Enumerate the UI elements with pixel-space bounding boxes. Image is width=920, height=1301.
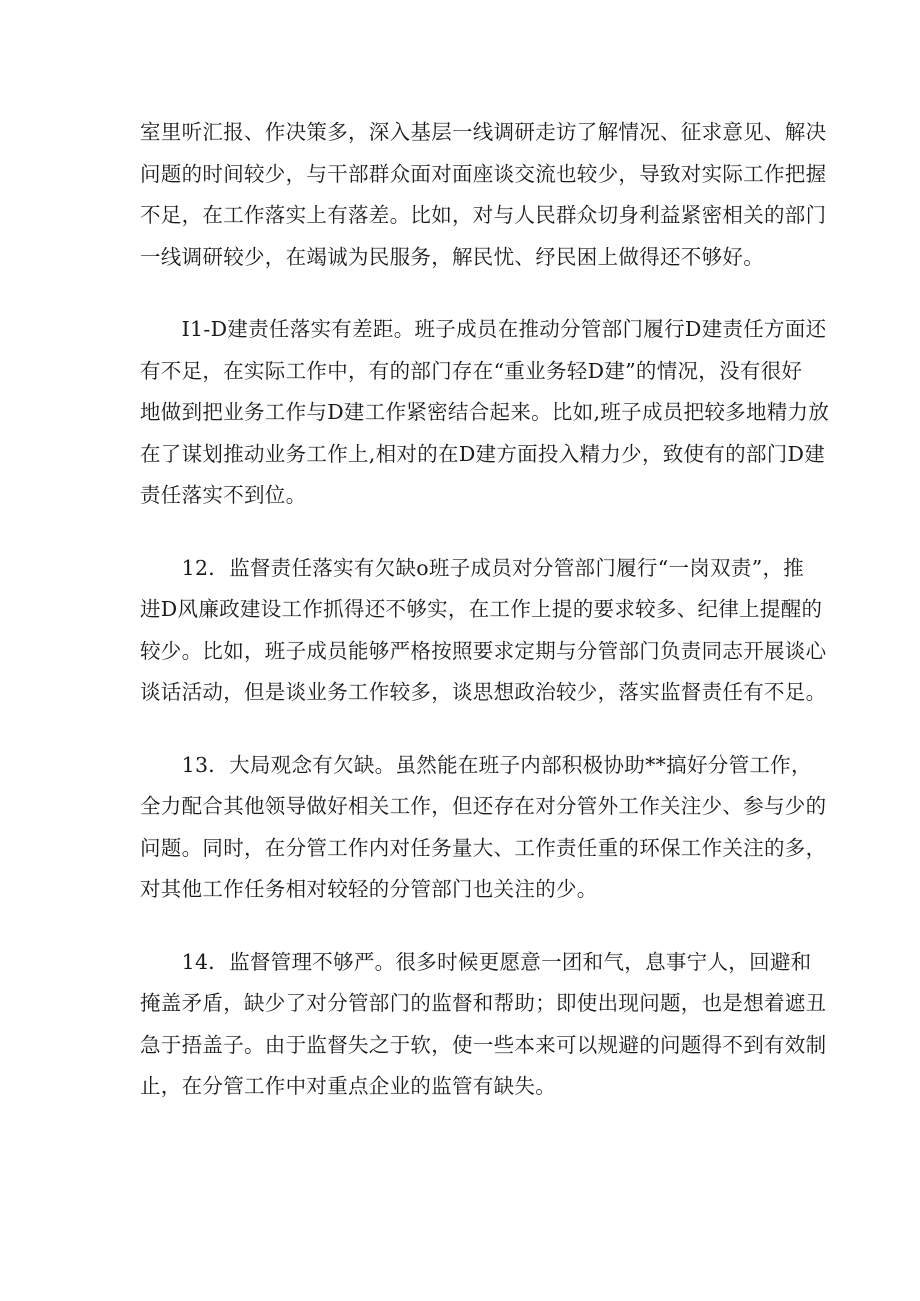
- text-line: 进D风廉政建设工作抓得还不够实，在工作上提的要求较多、纪律上提醒的: [140, 597, 823, 621]
- text-line: 不足，在工作落实上有落差。比如，对与人民群众切身利益紧密相关的部门: [140, 203, 827, 227]
- text-line: 责任落实不到位。: [140, 483, 307, 507]
- text-line: 对其他工作任务相对较轻的分管部门也关注的少。: [140, 877, 598, 901]
- text-line: 地做到把业务工作与D建工作紧密结合起来。比如,班子成员把较多地精力放: [140, 400, 830, 424]
- text-line: 室里听汇报、作决策多，深入基层一线调研走访了解情况、征求意见、解决: [140, 120, 827, 144]
- text-line: 12．监督责任落实有欠缺o班子成员对分管部门履行“一岗双责”，推: [140, 555, 805, 580]
- text-line: 一线调研较少，在竭诚为民服务，解民忧、纾民困上做得还不够好。: [140, 244, 764, 269]
- text-line: 14．监督管理不够严。很多时候更愿意一团和气，息事宁人，回避和: [140, 949, 812, 974]
- text-line: 在了谋划推动业务工作上,相对的在D建方面投入精力少，致使有的部门D建: [140, 441, 826, 466]
- paragraph-item-14: [140, 942, 827, 1108]
- paragraph-item-12: [140, 548, 827, 714]
- text-line: 问题的时间较少，与干部群众面对面座谈交流也较少，导致对实际工作把握: [140, 161, 827, 186]
- paragraph-item-11: [140, 309, 830, 517]
- text-line: 全力配合其他领导做好相关工作，但还存在对分管外工作关注少、参与少的: [140, 794, 827, 818]
- text-line: 掩盖矛盾，缺少了对分管部门的监督和帮助；即使出现问题，也是想着遮丑: [140, 991, 827, 1015]
- text-line: 问题。同时，在分管工作内对任务量大、工作责任重的环保工作关注的多，: [140, 835, 827, 860]
- paragraph-item-13: [140, 745, 827, 911]
- text-line: 较少。比如，班子成员能够严格按照要求定期与分管部门负责同志开展谈心: [140, 638, 827, 663]
- text-line: 止，在分管工作中对重点企业的监管有缺失。: [140, 1074, 556, 1098]
- text-line: I1-D建责任落实有差距。班子成员在推动分管部门履行D建责任方面还: [140, 317, 827, 341]
- text-line: 谈话活动，但是谈业务工作较多，谈思想政治较少，落实监督责任有不足。: [140, 680, 827, 704]
- text-line: 急于捂盖子。由于监督失之于软，使一些本来可以规避的问题得不到有效制: [140, 1032, 827, 1057]
- document-page: [140, 112, 830, 1139]
- paragraph-research: [140, 112, 827, 278]
- text-line: 13．大局观念有欠缺。虽然能在班子内部积极协助**搞好分管工作，: [140, 752, 812, 777]
- text-line: 有不足，在实际工作中，有的部门存在“重业务轻D建”的情况，没有很好: [140, 358, 803, 383]
